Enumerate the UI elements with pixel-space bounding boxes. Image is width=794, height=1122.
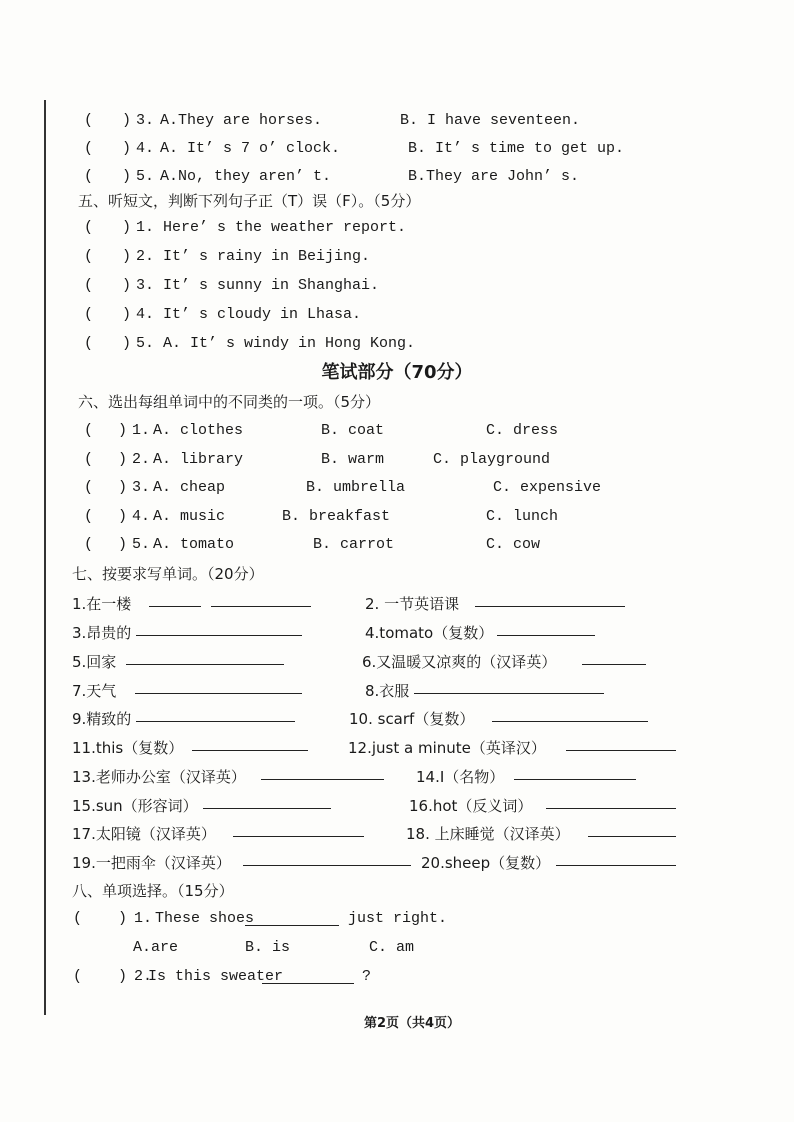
section-8-heading: 八、单项选择。（15分）: [72, 882, 234, 900]
word-prompt: 3.昂贵的: [72, 624, 132, 642]
answer-paren[interactable]: (: [84, 479, 94, 496]
answer-paren-close: ): [118, 910, 128, 927]
option-b: B. warm: [321, 451, 385, 468]
question-number: 1.: [132, 422, 151, 439]
answer-paren[interactable]: (: [73, 910, 83, 927]
word-prompt: 11.this（复数）: [72, 739, 184, 757]
option-b: B. umbrella: [306, 479, 406, 496]
word-prompt: 10. scarf（复数）: [349, 710, 475, 728]
option-a: A. tomato: [153, 536, 235, 553]
answer-blank[interactable]: [262, 983, 354, 984]
option-b: B. It’ s time to get up.: [408, 140, 625, 157]
option-c: C. playground: [433, 451, 551, 468]
answer-paren-close: ): [122, 335, 132, 352]
tf-statement: 5. A. It’ s windy in Hong Kong.: [136, 335, 416, 352]
option-c: C. cow: [486, 536, 541, 553]
word-prompt: 6.又温暖又凉爽的（汉译英）: [362, 653, 557, 671]
option-b: B. carrot: [313, 536, 395, 553]
answer-paren-close: ): [118, 479, 128, 496]
word-prompt: 4.tomato（复数）: [365, 624, 494, 642]
question-number: 2.: [134, 968, 153, 985]
page-footer: 第2页（共4页）: [363, 1016, 461, 1031]
answer-blank[interactable]: [211, 606, 311, 607]
option-c: C. lunch: [486, 508, 559, 525]
answer-paren-close: ): [118, 968, 128, 985]
word-prompt: 12.just a minute（英译汉）: [348, 739, 546, 757]
option-b: B. breakfast: [282, 508, 391, 525]
word-prompt: 20.sheep（复数）: [421, 854, 551, 872]
option-a: A. cheap: [153, 479, 226, 496]
answer-paren-open: (: [84, 168, 94, 185]
answer-blank[interactable]: [243, 865, 411, 866]
option-a: A. library: [153, 451, 244, 468]
answer-paren-close: ): [122, 219, 132, 236]
question-number: 3.: [132, 479, 151, 496]
word-prompt: 8.衣服: [365, 682, 410, 700]
answer-blank[interactable]: [475, 606, 625, 607]
answer-paren[interactable]: (: [84, 277, 94, 294]
answer-blank[interactable]: [414, 693, 604, 694]
answer-paren-close: ): [122, 112, 132, 129]
answer-blank[interactable]: [566, 750, 676, 751]
answer-blank[interactable]: [203, 808, 331, 809]
tf-statement: 4. It’ s cloudy in Lhasa.: [136, 306, 362, 323]
answer-blank[interactable]: [514, 779, 636, 780]
word-prompt: 18. 上床睡觉（汉译英）: [406, 825, 570, 843]
answer-blank[interactable]: [233, 836, 364, 837]
answer-paren-open: (: [84, 140, 94, 157]
word-prompt: 7.天气: [72, 682, 117, 700]
answer-paren-open: (: [84, 112, 94, 129]
tf-statement: 2. It’ s rainy in Beijing.: [136, 248, 371, 265]
option-a: A. clothes: [153, 422, 244, 439]
answer-blank[interactable]: [136, 721, 295, 722]
question-text: just right.: [348, 910, 448, 927]
option-a: A. music: [153, 508, 226, 525]
section-5-heading: 五、听短文，判断下列句子正（T）误（F）。（5分）: [78, 192, 421, 210]
question-number: 5.: [136, 168, 155, 185]
answer-blank[interactable]: [546, 808, 676, 809]
binding-margin-line: [44, 100, 46, 1015]
tf-statement: 1. Here’ s the weather report.: [136, 219, 407, 236]
answer-blank[interactable]: [497, 635, 595, 636]
word-prompt: 17.太阳镜（汉译英）: [72, 825, 216, 843]
answer-paren[interactable]: (: [73, 968, 83, 985]
answer-blank[interactable]: [588, 836, 676, 837]
question-number: 5.: [132, 536, 151, 553]
answer-blank[interactable]: [126, 664, 284, 665]
question-number: 3.: [136, 112, 155, 129]
option-a: A.No, they aren’ t.: [160, 168, 332, 185]
question-text: ?: [362, 968, 372, 985]
word-prompt: 13.老师办公室（汉译英）: [72, 768, 246, 786]
option-a: A. It’ s 7 o’ clock.: [160, 140, 341, 157]
tf-statement: 3. It’ s sunny in Shanghai.: [136, 277, 380, 294]
answer-blank[interactable]: [149, 606, 201, 607]
option-c: C. expensive: [493, 479, 602, 496]
answer-blank[interactable]: [245, 925, 339, 926]
word-prompt: 15.sun（形容词）: [72, 797, 198, 815]
option-c: C. dress: [486, 422, 559, 439]
answer-paren-close: ): [118, 508, 128, 525]
question-number: 4.: [136, 140, 155, 157]
word-prompt: 1.在一楼: [72, 595, 132, 613]
option-c: C. am: [369, 939, 415, 956]
answer-blank[interactable]: [556, 865, 676, 866]
word-prompt: 5.回家: [72, 653, 117, 671]
section-6-heading: 六、选出每组单词中的不同类的一项。（5分）: [78, 393, 381, 411]
answer-paren[interactable]: (: [84, 422, 94, 439]
answer-paren-close: ): [122, 277, 132, 294]
section-7-heading: 七、按要求写单词。（20分）: [72, 565, 264, 583]
answer-paren[interactable]: (: [84, 451, 94, 468]
question-text: Is this sweater: [148, 968, 284, 985]
word-prompt: 9.精致的: [72, 710, 132, 728]
answer-blank[interactable]: [136, 635, 302, 636]
answer-blank[interactable]: [582, 664, 646, 665]
option-b: B.They are John’ s.: [408, 168, 580, 185]
question-number: 4.: [132, 508, 151, 525]
option-b: B. I have seventeen.: [400, 112, 581, 129]
answer-paren[interactable]: (: [84, 219, 94, 236]
answer-paren-close: ): [122, 306, 132, 323]
question-number: 1.: [134, 910, 153, 927]
question-text: These shoes: [155, 910, 255, 927]
answer-paren-close: ): [118, 422, 128, 439]
word-prompt: 16.hot（反义词）: [409, 797, 533, 815]
option-b: B. is: [245, 939, 291, 956]
answer-paren-close: ): [122, 140, 132, 157]
word-prompt: 14.I（名物）: [416, 768, 505, 786]
answer-blank[interactable]: [192, 750, 308, 751]
answer-paren-close: ): [122, 248, 132, 265]
answer-paren[interactable]: (: [84, 536, 94, 553]
answer-paren[interactable]: (: [84, 248, 94, 265]
option-b: B. coat: [321, 422, 385, 439]
option-a: A.are: [133, 939, 179, 956]
answer-blank[interactable]: [492, 721, 648, 722]
answer-paren[interactable]: (: [84, 335, 94, 352]
answer-paren-close: ): [118, 451, 128, 468]
question-number: 2.: [132, 451, 151, 468]
option-a: A.They are horses.: [160, 112, 323, 129]
written-part-title: 笔试部分（70分）: [321, 362, 473, 383]
answer-blank[interactable]: [135, 693, 302, 694]
answer-paren[interactable]: (: [84, 508, 94, 525]
answer-paren-close: ): [118, 536, 128, 553]
answer-paren[interactable]: (: [84, 306, 94, 323]
answer-paren-close: ): [122, 168, 132, 185]
answer-blank[interactable]: [261, 779, 384, 780]
word-prompt: 19.一把雨伞（汉译英）: [72, 854, 231, 872]
word-prompt: 2. 一节英语课: [365, 595, 460, 613]
